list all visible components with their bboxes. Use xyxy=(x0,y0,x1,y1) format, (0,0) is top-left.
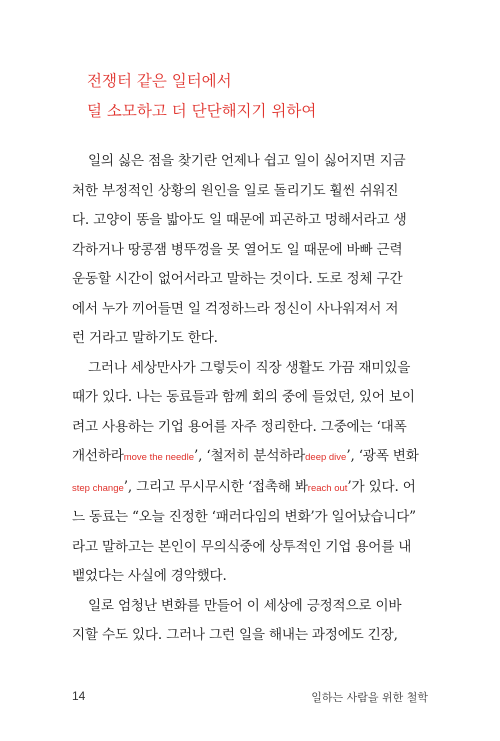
text-segment: ’, 그리고 무시무시한 ‘접촉해 봐 xyxy=(123,478,308,495)
text-line xyxy=(72,473,432,504)
text-line: 느 동료는 “오늘 진정한 ‘패러다임의 변화’가 일어났습니다” xyxy=(72,509,416,525)
text-line: 처한 부정적인 상황의 원인을 일로 돌리기도 훨씬 쉬워진 xyxy=(72,182,399,199)
text-line: 일의 싫은 점을 찾기란 언제나 쉽고 일이 싫어지면 지금 xyxy=(88,153,406,169)
paragraph-3 xyxy=(72,592,432,651)
text-line: 그러나 세상만사가 그렇듯이 직장 생활도 가끔 재미있을 xyxy=(88,359,411,376)
text-line: 운동할 시간이 없어서라고 말하는 것이다. 도로 정체 구간 xyxy=(72,271,403,287)
heading-line-1: 전쟁터 같은 일터에서 xyxy=(87,72,232,90)
text-segment: ’, ‘광폭 변화 xyxy=(346,448,419,464)
text-line: 런 거라고 말하기도 한다. xyxy=(72,330,218,346)
text-segment: ’, ‘철저히 분석하라 xyxy=(193,448,306,464)
chapter-heading xyxy=(87,66,447,126)
paragraph-2 xyxy=(72,354,432,592)
text-segment: 개선하라 xyxy=(72,448,124,464)
text-line: 다. 고양이 똥을 밟아도 일 때문에 피곤하고 멍해서라고 생 xyxy=(72,212,407,228)
text-line: 라고 말하고는 본인이 무의식중에 상투적인 기업 용어를 내 xyxy=(72,538,412,555)
text-line: 려고 사용하는 기업 용어를 자주 정리한다. 그중에는 ‘대폭 xyxy=(72,418,407,435)
text-segment: ’가 있다. 어 xyxy=(347,478,416,495)
text-line: 지할 수도 있다. 그러나 그런 일을 해내는 과정에도 긴장, xyxy=(72,627,398,643)
body-text xyxy=(72,147,432,651)
english-gloss: move the needle xyxy=(123,452,194,463)
running-title: 일하는 사람을 위한 철학 xyxy=(311,691,428,704)
text-line: 일로 엄청난 변화를 만들어 이 세상에 긍정적으로 이바 xyxy=(88,597,402,614)
heading-line-2: 덜 소모하고 더 단단해지기 위하여 xyxy=(87,102,317,120)
text-line xyxy=(72,442,432,473)
english-gloss: deep dive xyxy=(305,452,347,463)
english-gloss: step change xyxy=(72,482,124,494)
text-line: 각하거나 땅콩잼 병뚜껑을 못 열어도 일 때문에 바빠 근력 xyxy=(72,241,403,258)
text-line: 뱉었다는 사실에 경악했다. xyxy=(72,568,227,584)
text-line: 때가 있다. 나는 동료들과 함께 회의 중에 들었던, 있어 보이 xyxy=(72,389,415,405)
text-line: 에서 누가 끼어들면 일 걱정하느라 정신이 사나워져서 저 xyxy=(72,300,399,317)
english-gloss: reach out xyxy=(307,482,348,494)
page-number: 14 xyxy=(72,689,86,703)
paragraph-1 xyxy=(72,147,432,354)
